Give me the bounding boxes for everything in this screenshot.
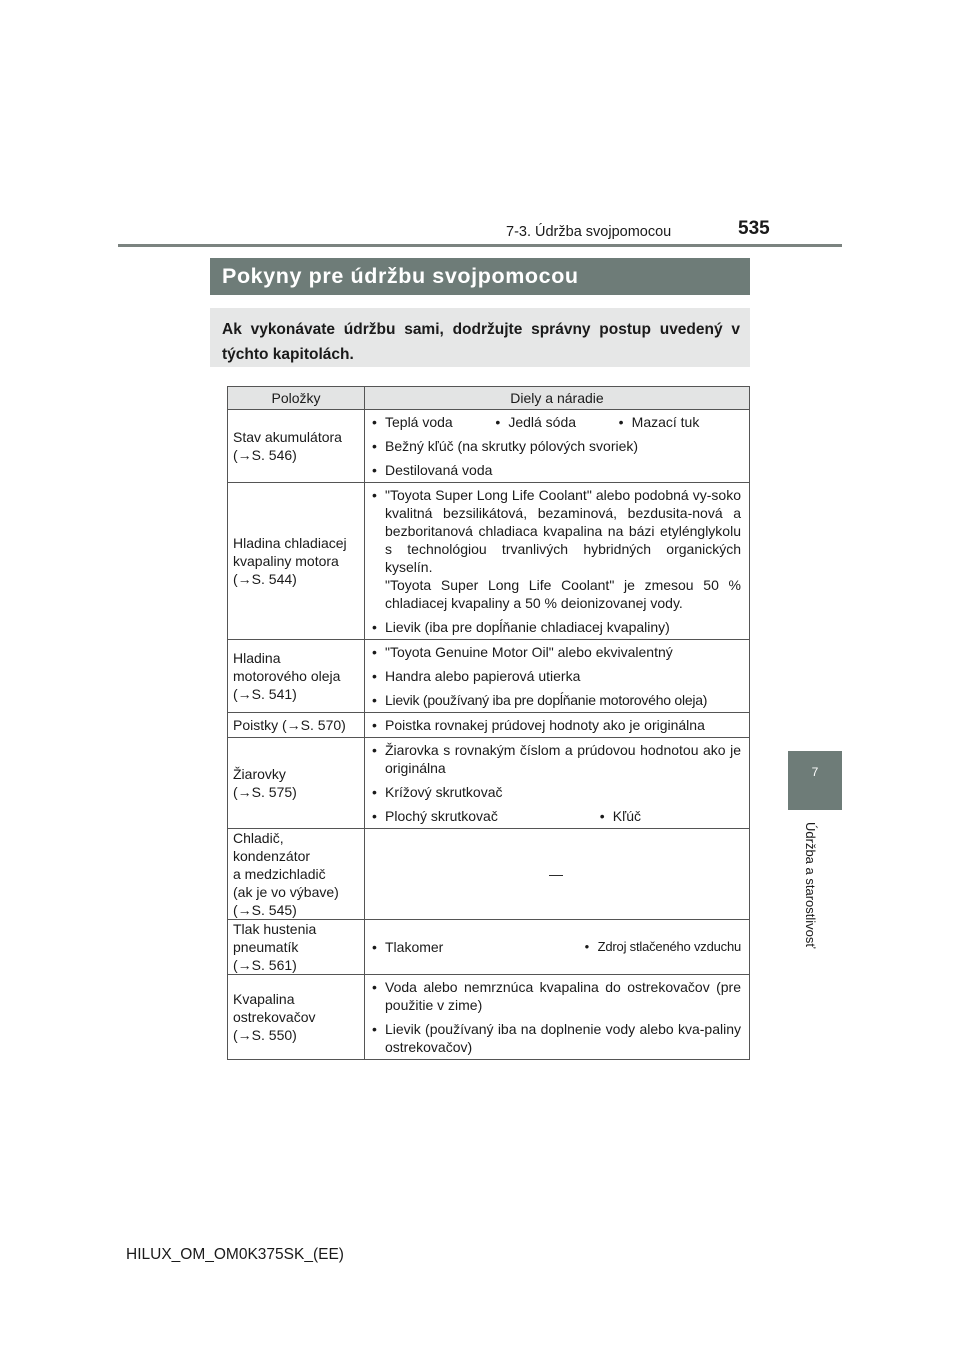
column-header-items: Položky bbox=[228, 387, 365, 410]
row-item-fuses: Poistky (→S. 570) bbox=[228, 713, 365, 738]
chapter-number: 7 bbox=[811, 765, 819, 779]
list-item: • Bežný kľúč (na skrutky pólových svoriek) bbox=[371, 437, 741, 455]
row-parts-bulbs bbox=[365, 738, 750, 829]
coolant-note: "Toyota Super Long Life Coolant" je zmesou 50 % chladiacej kvapaliny a 50 % deionizovanej vody. bbox=[385, 577, 741, 611]
title-bar bbox=[210, 258, 750, 295]
row-parts-battery bbox=[365, 410, 750, 483]
list-item: • Tlakomer bbox=[371, 938, 443, 956]
row-parts-tire-pressure bbox=[365, 920, 750, 975]
header-divider bbox=[118, 244, 842, 247]
intro-text: Ak vykonávate údržbu sami, dodržujte správny postup uvedený v týchto kapitolách. bbox=[222, 321, 740, 363]
list-item: • Žiarovka s rovnakým číslom a prúdovou hodnotou ako je originálna bbox=[371, 741, 741, 777]
list-item: • Lievik (iba pre dopĺňanie chladiacej kvapaliny) bbox=[371, 618, 741, 636]
row-parts-fuses bbox=[365, 713, 750, 738]
list-item: • Lievik (používaný iba pre dopĺňanie motorového oleja) bbox=[371, 691, 741, 709]
row-item-bulbs: Žiarovky (→S. 575) bbox=[228, 738, 365, 829]
table-row bbox=[228, 483, 750, 640]
row-item-coolant: Hladina chladiacej kvapaliny motora (→S. 544) bbox=[228, 483, 365, 640]
list-item: • Lievik (používaný iba na doplnenie vody alebo kva-paliny ostrekovačov) bbox=[371, 1020, 741, 1056]
chapter-label: Údržba a starostlivosť bbox=[803, 822, 818, 949]
list-item: • Teplá voda bbox=[371, 413, 494, 431]
row-parts-coolant bbox=[365, 483, 750, 640]
page-number: 535 bbox=[738, 218, 770, 239]
list-item: • Mazací tuk bbox=[618, 413, 741, 431]
inline-items bbox=[371, 413, 741, 431]
list-item: • Poistka rovnakej prúdovej hodnoty ako je originálna bbox=[371, 716, 741, 734]
empty-dash: — bbox=[549, 866, 563, 882]
page-title: Pokyny pre údržbu svojpomocou bbox=[222, 264, 579, 288]
table-row bbox=[228, 640, 750, 713]
table-row bbox=[228, 920, 750, 975]
row-item-battery: Stav akumulátora (→S. 546) bbox=[228, 410, 365, 483]
row-parts-washer-fluid bbox=[365, 975, 750, 1060]
list-item: • "Toyota Super Long Life Coolant" alebo podobná vy-soko kvalitná bezsilikátová, bezaminová, bezdusita-nová a bezboritanová chladiaca kvapalina na bázi etylénglykolu s technológiou trvanlivých hybridných organických kyselín. "Toyota Super Long Life Coolant" je zmesou 50 % chladiacej kvapaliny a 50 % deionizovanej vody. bbox=[371, 486, 741, 612]
row-parts-engine-oil bbox=[365, 640, 750, 713]
list-item: • Handra alebo papierová utierka bbox=[371, 667, 741, 685]
row-item-tire-pressure: Tlak hustenia pneumatík (→S. 561) bbox=[228, 920, 365, 975]
list-item: • Zdroj stlačeného vzduchu bbox=[584, 938, 741, 956]
table-row bbox=[228, 713, 750, 738]
list-item: • Destilovaná voda bbox=[371, 461, 741, 479]
list-item: • Voda alebo nemrznúca kvapalina do ostrekovačov (pre použitie v zime) bbox=[371, 978, 741, 1014]
table-row bbox=[228, 975, 750, 1060]
row-parts-radiator bbox=[365, 829, 750, 920]
document-code: HILUX_OM_OM0K375SK_(EE) bbox=[126, 1246, 344, 1263]
chapter-tab bbox=[788, 751, 842, 810]
row-item-engine-oil: Hladina motorového oleja (→S. 541) bbox=[228, 640, 365, 713]
pair-items bbox=[371, 938, 741, 956]
row-item-radiator: Chladič, kondenzátor a medzichladič (ak je vo výbave) (→S. 545) bbox=[228, 829, 365, 920]
table-header-row bbox=[228, 387, 750, 410]
list-item: • Plochý skrutkovač bbox=[371, 807, 498, 825]
list-item: • Kľúč bbox=[599, 807, 641, 825]
intro-box bbox=[210, 308, 750, 367]
table-row bbox=[228, 738, 750, 829]
table-row bbox=[228, 829, 750, 920]
pair-items bbox=[371, 807, 741, 825]
parts-table bbox=[227, 386, 750, 1060]
list-item: • Jedlá sóda bbox=[494, 413, 617, 431]
column-header-parts: Diely a náradie bbox=[365, 387, 750, 410]
section-heading: 7-3. Údržba svojpomocou bbox=[506, 224, 672, 240]
list-item: • "Toyota Genuine Motor Oil" alebo ekvivalentný bbox=[371, 643, 741, 661]
list-item: • Krížový skrutkovač bbox=[371, 783, 741, 801]
row-item-washer-fluid: Kvapalina ostrekovačov (→S. 550) bbox=[228, 975, 365, 1060]
table-row bbox=[228, 410, 750, 483]
